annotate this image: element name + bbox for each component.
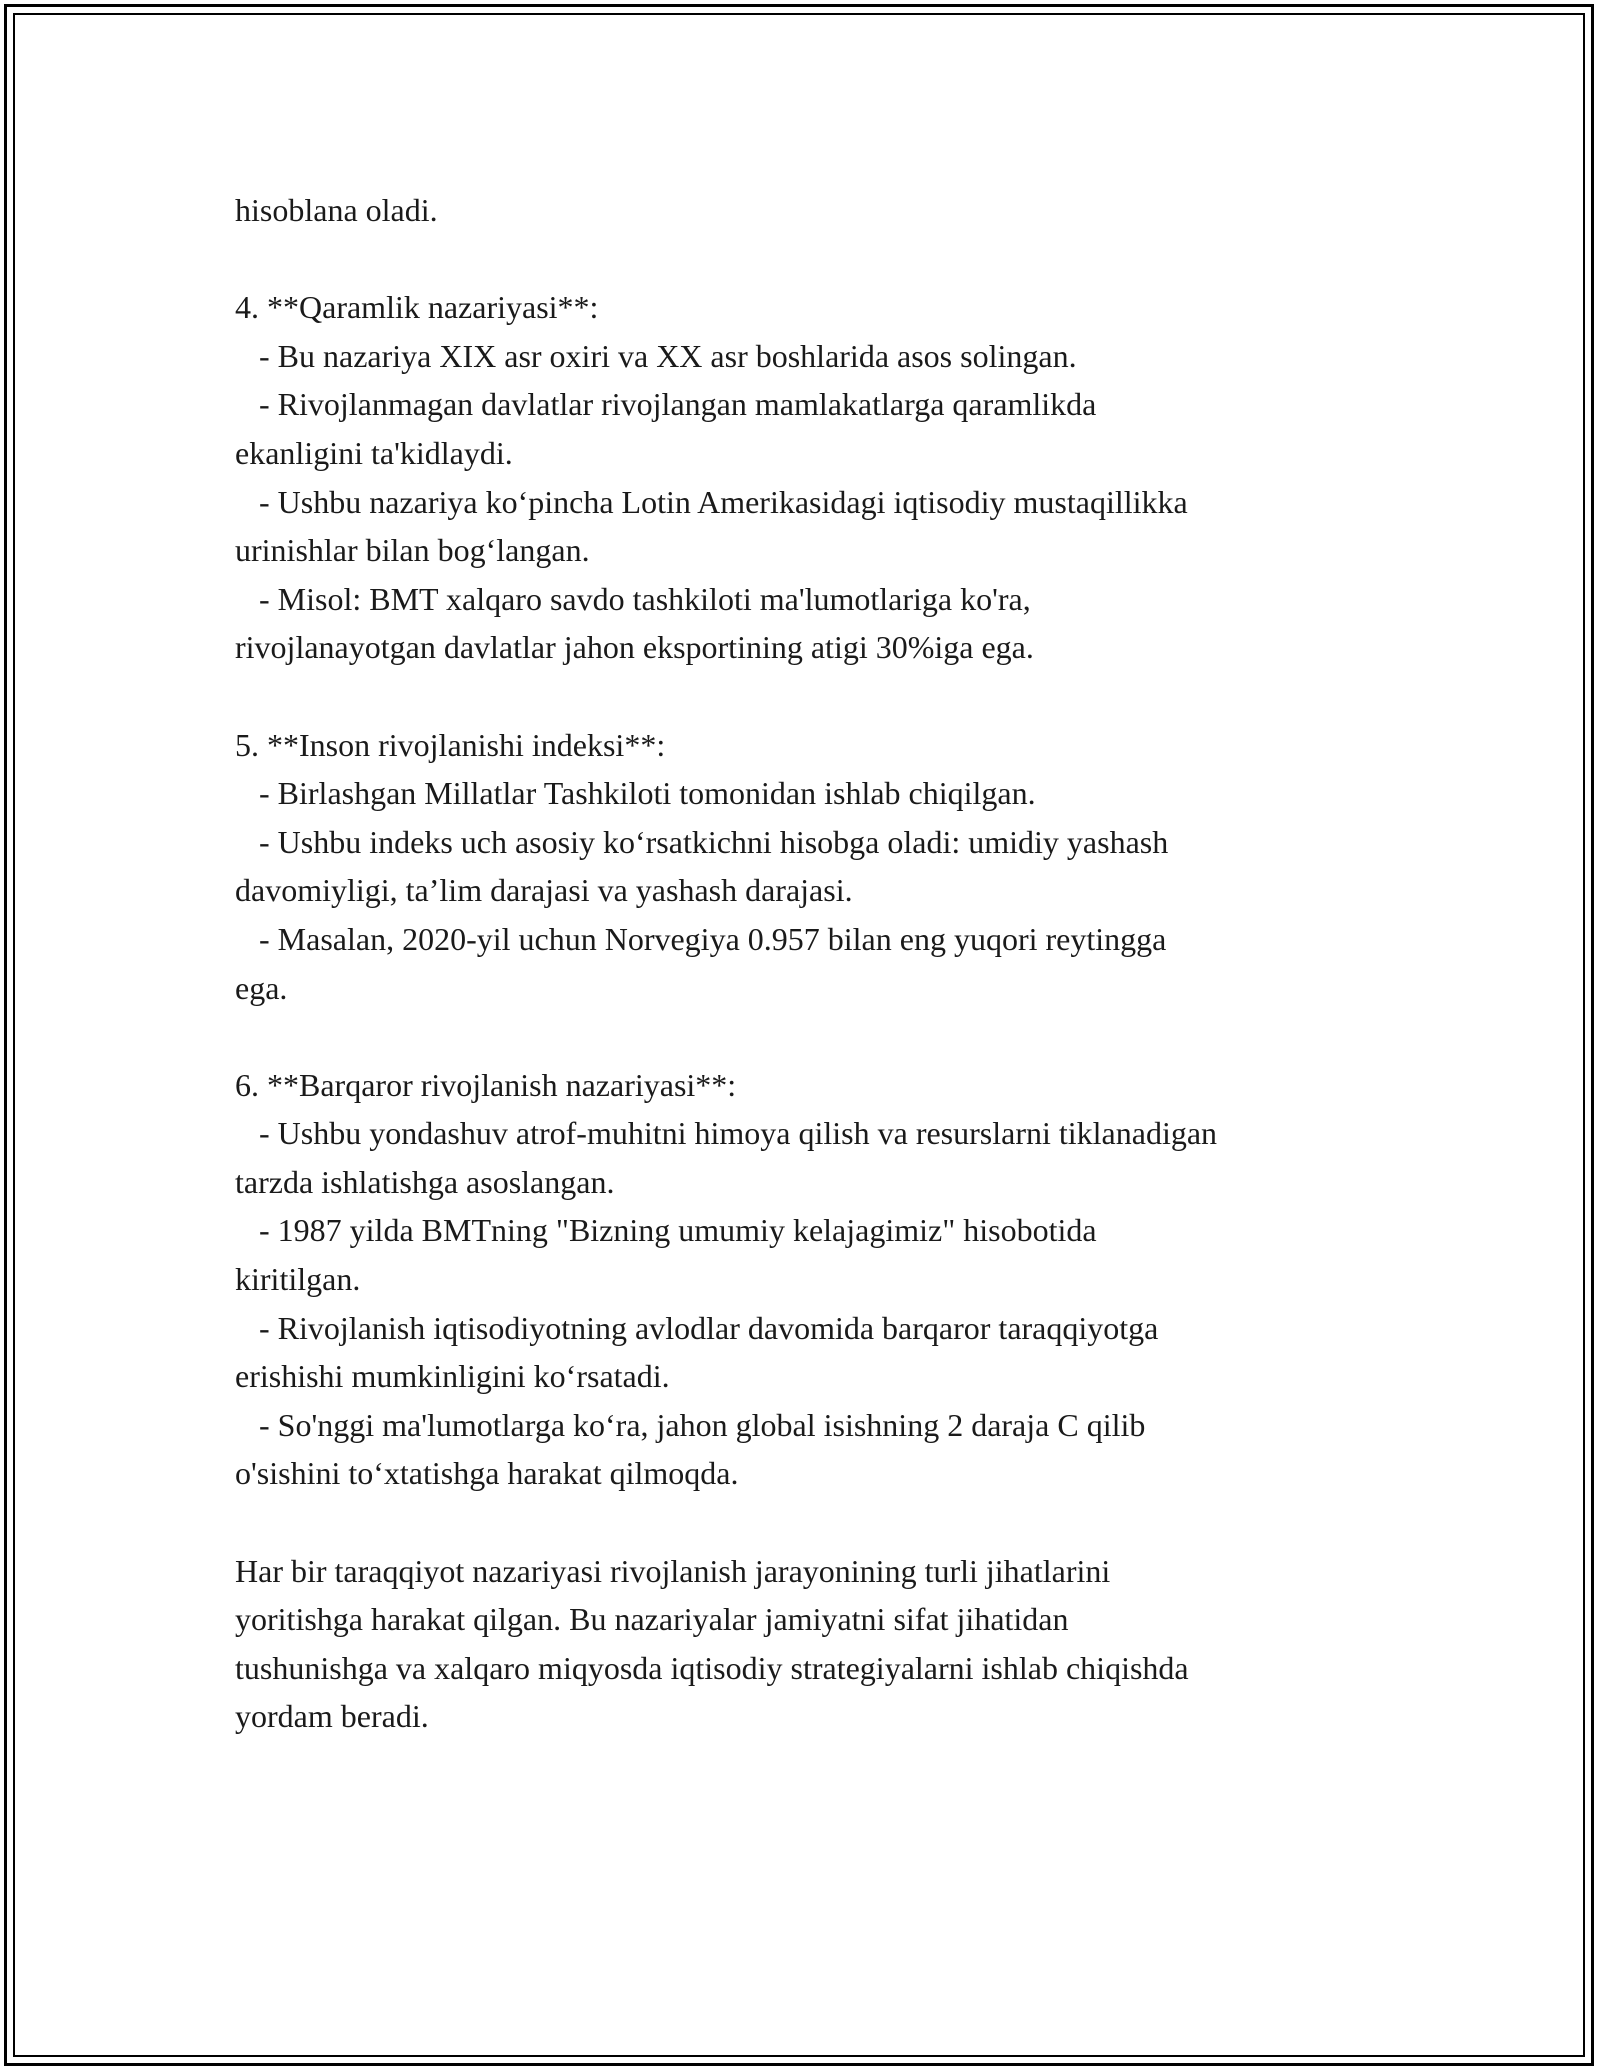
text-line: 5. **Inson rivojlanishi indeksi**: <box>235 726 666 763</box>
text-line: Har bir taraqqiyot nazariyasi rivojlanish jarayonining turli jihatlarini <box>235 1552 1111 1589</box>
text-line: davomiyligi, ta’lim darajasi va yashash darajasi. <box>235 872 853 909</box>
text-line: rivojlanayotgan davlatlar jahon eksportining atigi 30%iga ega. <box>235 629 1034 666</box>
document-body <box>235 186 1415 1741</box>
text-line: yordam beradi. <box>235 1698 429 1735</box>
text-line: - Rivojlanish iqtisodiyotning avlodlar davomida barqaror taraqqiyotga <box>235 1309 1159 1346</box>
blank-line <box>235 1498 1415 1547</box>
text-line: kiritilgan. <box>235 1261 361 1298</box>
text-line: urinishlar bilan bog‘langan. <box>235 532 590 569</box>
text-line: - Ushbu nazariya ko‘pincha Lotin Amerikasidagi iqtisodiy mustaqillikka <box>235 483 1188 520</box>
text-line: - Birlashgan Millatlar Tashkiloti tomonidan ishlab chiqilgan. <box>235 775 1036 812</box>
text-line: erishishi mumkinligini ko‘rsatadi. <box>235 1358 670 1395</box>
blank-line <box>235 1012 1415 1061</box>
text-line: 4. **Qaramlik nazariyasi**: <box>235 289 599 326</box>
text-line: - 1987 yilda BMTning "Bizning umumiy kelajagimiz" hisobotida <box>235 1212 1097 1249</box>
text-line: - Masalan, 2020-yil uchun Norvegiya 0.957 bilan eng yuqori reytingga <box>235 920 1167 957</box>
blank-line <box>235 672 1415 721</box>
text-line: - Bu nazariya XIX asr oxiri va XX asr boshlarida asos solingan. <box>235 337 1077 374</box>
text-line: yoritishga harakat qilgan. Bu nazariyalar jamiyatni sifat jihatidan <box>235 1601 1069 1638</box>
text-line: - Ushbu yondashuv atrof-muhitni himoya qilish va resurslarni tiklanadigan <box>235 1115 1218 1152</box>
text-line: ega. <box>235 969 288 1006</box>
text-line: tarzda ishlatishga asoslangan. <box>235 1163 615 1200</box>
text-line: hisoblana oladi. <box>235 192 438 228</box>
text-line: tushunishga va xalqaro miqyosda iqtisodiy strategiyalarni ishlab chiqishda <box>235 1649 1189 1686</box>
text-line: o'sishini to‘xtatishga harakat qilmoqda. <box>235 1455 739 1492</box>
text-line: - Rivojlanmagan davlatlar rivojlangan mamlakatlarga qaramlikda <box>235 386 1097 423</box>
text-line: ekanligini ta'kidlaydi. <box>235 434 513 471</box>
text-line: 6. **Barqaror rivojlanish nazariyasi**: <box>235 1066 737 1103</box>
text-line: - Misol: BMT xalqaro savdo tashkiloti ma'lumotlariga ko'ra, <box>235 580 1031 617</box>
blank-line <box>235 235 1415 284</box>
text-line: - Ushbu indeks uch asosiy ko‘rsatkichni hisobga oladi: umidiy yashash <box>235 823 1169 860</box>
text-line: - So'nggi ma'lumotlarga ko‘ra, jahon global isishning 2 daraja C qilib <box>235 1406 1146 1443</box>
